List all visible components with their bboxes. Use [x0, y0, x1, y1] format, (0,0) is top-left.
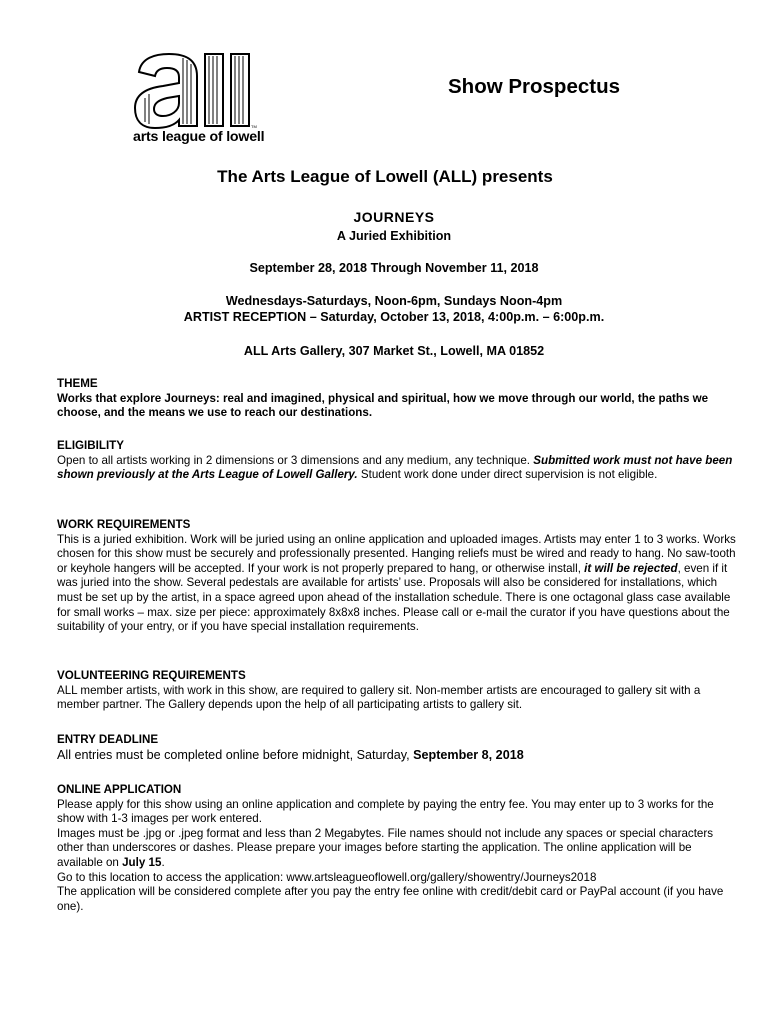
trademark-mark: TM: [251, 124, 257, 129]
deadline-section: [57, 733, 737, 762]
volunteering-section: [57, 669, 737, 713]
exhibition-dates: September 28, 2018 Through November 11, 2018: [249, 261, 539, 275]
theme-text: Works that explore Journeys: real and imagined, physical and spiritual, how we move through our world, the paths we choose, and the means we use to reach our destinations.: [57, 391, 709, 420]
eligibility-text-part: Open to all artists working in 2 dimensions or 3 dimensions and any medium, any technique.: [57, 453, 534, 467]
eligibility-text: [57, 454, 737, 483]
eligibility-emphasis: Submitted work must not have been shown previously at the Arts League of Lowell Gallery.: [57, 453, 733, 482]
online-para-1: Please apply for this show using an online application and complete by paying the entry fee. You may enter up to 3 works for the show with 1-3 images per work entered.: [57, 797, 714, 826]
deadline-date: September 8, 2018: [413, 747, 524, 762]
gallery-hours: Wednesdays-Saturdays, Noon-6pm, Sundays Noon-4pm: [225, 294, 563, 308]
work-requirements-text: [57, 533, 737, 635]
volunteering-heading: VOLUNTEERING REQUIREMENTS: [57, 669, 246, 682]
eligibility-heading: ELIGIBILITY: [57, 439, 124, 452]
work-requirements-section: [57, 518, 737, 635]
page-title: Show Prospectus: [448, 75, 621, 98]
theme-section: [57, 377, 737, 421]
work-requirements-text-part: This is a juried exhibition. Work will be juried using an online application and uploaded images. Artists may enter 1 to 3 works. Works chosen for this show must be securely and professionally presented. Hanging reliefs must be wired and ready to hang. No saw-tooth or keyhole hangers will be accepted. If your work is not properly prepared to hang, or otherwise install,: [57, 532, 736, 575]
work-requirements-heading: WORK REQUIREMENTS: [57, 518, 191, 531]
eligibility-section: [57, 439, 737, 483]
arts-league-logo: [133, 50, 298, 148]
online-para-2: [57, 827, 737, 871]
logo-wordmark: arts league of lowell: [133, 129, 265, 145]
theme-heading: THEME: [57, 377, 98, 390]
gallery-address: ALL Arts Gallery, 307 Market St., Lowell, MA 01852: [243, 344, 545, 358]
work-requirements-emphasis: it will be rejected: [584, 561, 678, 575]
online-para-4: The application will be considered complete after you pay the entry fee online with credit/debit card or PayPal account (if you have one).: [57, 885, 724, 913]
volunteering-text: ALL member artists, with work in this show, are required to gallery sit. Non-member artists are encouraged to gallery sit with a member partner. The Gallery depends upon the help of all participating artists to gallery sit.: [57, 683, 701, 712]
deadline-text: [57, 748, 737, 763]
online-para-3: Go to this location to access the application: www.artsleagueoflowell.org/gallery/showentry/Journeys2018: [57, 870, 597, 884]
online-para-2-end: .: [161, 855, 165, 869]
exhibition-subtitle: A Juried Exhibition: [336, 229, 452, 243]
online-application-section: [57, 783, 737, 914]
online-open-date: July 15: [122, 855, 162, 869]
eligibility-text-part: Student work done under direct supervision is not eligible.: [357, 468, 658, 482]
exhibition-title: JOURNEYS: [353, 209, 435, 225]
deadline-heading: ENTRY DEADLINE: [57, 733, 159, 746]
deadline-text-part: All entries must be completed online before midnight, Saturday,: [57, 747, 414, 762]
work-requirements-text-part: , even if it was juried into the show. Several pedestals are available for artists’ use. Proposals will also be considered for installations, which must be set up by the artist, in a space agreed upon ahead of the installation schedule. There is one octagonal glass case available for small works – max. size per piece: approximately 8x8x8 inches. Please call or e-mail the curator if you have questions about the suitability of your entry, or if you have special installation requirements.: [57, 561, 731, 634]
online-para-2-text: Images must be .jpg or .jpeg format and less than 2 Megabytes. File names should not include any spaces or special characters other than underscores or dashes. Please prepare your images before starting the application. The online application will be available on: [57, 826, 714, 869]
presents-heading: The Arts League of Lowell (ALL) presents: [217, 167, 553, 186]
all-logo-mark: [133, 50, 298, 130]
artist-reception: ARTIST RECEPTION – Saturday, October 13, 2018, 4:00p.m. – 6:00p.m.: [183, 310, 605, 324]
online-application-heading: ONLINE APPLICATION: [57, 783, 182, 796]
